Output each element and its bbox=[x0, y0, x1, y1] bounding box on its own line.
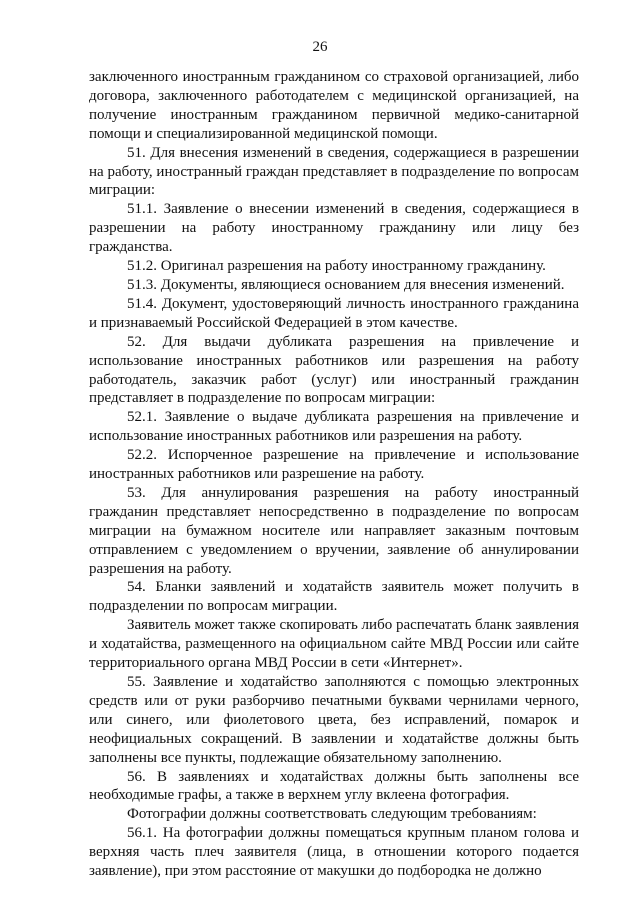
paragraph-53: 53. Для аннулирования разрешения на работу иностранный гражданин представляет непосредственно в подразделение по вопросам миграции на бумажном носителе или направляет заказным почтовым отправлением с уведомлением о вручении, заявление об аннулировании разрешения на работу. bbox=[89, 484, 579, 577]
paragraph-51-4: 51.4. Документ, удостоверяющий личность иностранного гражданина и признаваемый Российской Федерацией в этом качестве. bbox=[89, 295, 579, 331]
paragraph-56: 56. В заявлениях и ходатайствах должны быть заполнены все необходимые графы, а также в верхнем углу вклеена фотография. bbox=[89, 768, 579, 804]
paragraph-54: 54. Бланки заявлений и ходатайств заявитель может получить в подразделении по вопросам миграции. bbox=[89, 579, 579, 615]
paragraph-52-2: 52.2. Испорченное разрешение на привлечение и использование иностранных работников или разрешение на работу. bbox=[89, 447, 579, 483]
paragraph-54-copy: Заявитель может также скопировать либо распечатать бланк заявления и ходатайства, размещенного на официальном сайте МВД России или сайте территориального органа МВД России в сети «Интернет». bbox=[89, 617, 579, 672]
paragraph-52: 52. Для выдачи дубликата разрешения на привлечение и использование иностранных работников или разрешения на работу работодатель, заказчик работ (услуг) или иностранный гражданин представляет в подразделение по вопросам миграции: bbox=[89, 333, 579, 407]
document-body bbox=[89, 68, 579, 881]
paragraph-continuation: заключенного иностранным гражданином со страховой организацией, либо договора, заключенного работодателем с медицинской организацией, на получение иностранным гражданином первичной медико-санитарной помощи и специализированной медицинской помощи. bbox=[89, 69, 579, 142]
paragraph-51-3: 51.3. Документы, являющиеся основанием для внесения изменений. bbox=[127, 276, 565, 293]
paragraph-51-2: 51.2. Оригинал разрешения на работу иностранному гражданину. bbox=[127, 258, 546, 275]
paragraph-56-1: 56.1. На фотографии должны помещаться крупным планом голова и верхняя часть плеч заявителя (лица, в отношении которого подается заявление), при этом расстояние от макушки до подбородка не должно bbox=[89, 825, 579, 880]
paragraph-51: 51. Для внесения изменений в сведения, содержащиеся в разрешении на работу, иностранный граждан представляет в подразделение по вопросам миграции: bbox=[89, 144, 579, 199]
page-number: 26 bbox=[312, 39, 328, 55]
paragraph-56-photo-requirements: Фотографии должны соответствовать следующим требованиям: bbox=[127, 806, 537, 823]
paragraph-51-1: 51.1. Заявление о внесении изменений в сведения, содержащиеся в разрешении на работу иностранному гражданину или лицу без гражданства. bbox=[89, 201, 579, 256]
paragraph-52-1: 52.1. Заявление о выдаче дубликата разрешения на привлечение и использование иностранных работников или разрешения на работу. bbox=[89, 409, 579, 445]
paragraph-55: 55. Заявление и ходатайство заполняются с помощью электронных средств или от руки разборчиво печатными буквами чернилами черного, или синего, или фиолетового цвета, без исправлений, помарок и неофициальных сокращений. В заявлении и ходатайстве должны быть заполнены все пункты, подлежащие обязательному заполнению. bbox=[89, 674, 579, 766]
